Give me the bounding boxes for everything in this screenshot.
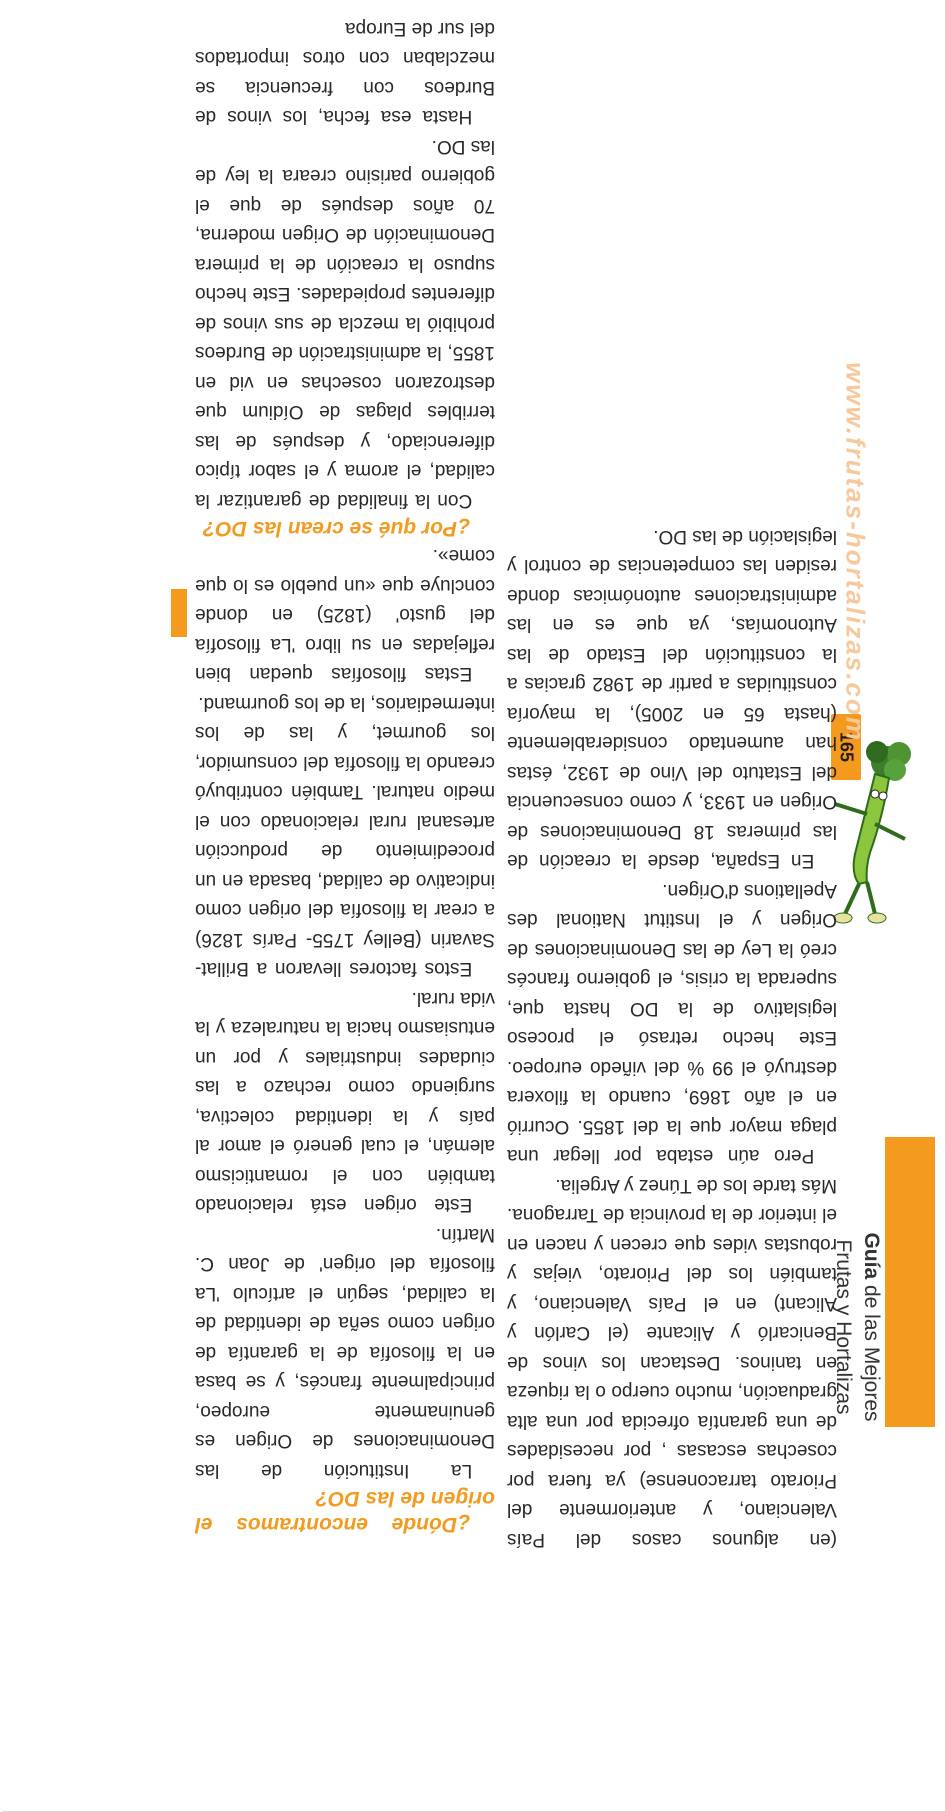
guide-title-rest: de las Mejores <box>860 1279 883 1422</box>
accent-bar <box>885 1137 935 1427</box>
paragraph: En España, desde la creación de las primeras 18 Denominaciones de Origen en 1933, y como consecuencia del Estatuto del Vino de 1932, éstas han aumentado considerablemente (hasta 65 en 2005), la mayoría constituidas a partir de 1982 gracias a la constitución del Estado de las Autonomías, ya que es en las administraciones autonómicas donde residen las competencias de control y legislación de las DO. <box>507 526 837 872</box>
paragraph: Estos factores llevaron a Brillat-Savarin (Belley 1755- París 1826) a crear la filosofía del origen como indicativo de calidad, basada en un procedimiento de producción artesanal rural relacionado con el medio natural. También contribuyó creando la filosofía del consumidor, los gourmet, y las de los intermediarios, la de los gourmand. <box>195 693 495 980</box>
paragraph: Estas filosofías quedan bien reflejadas en su libro 'La filosofía del gusto' (1825) en donde concluye que «un pueblo es lo que come». <box>195 545 495 685</box>
paragraph: Hasta esa fecha, los vinos de Burdeos con frecuencia se mezclaban con otros importados del sur de Europa <box>195 18 495 128</box>
page-number: 165 <box>836 731 857 763</box>
guide-title-line2: Frutas y Hortalizas <box>832 1239 855 1415</box>
website-url-block <box>835 322 875 782</box>
paragraph: (en algunos casos del País Valenciano, y anteriormente del Priorato tarraconense) ya fuera por cosechas escasas , por necesidades de una garantía ofrecida por una alta graduación, mucho cuerpo o la riqueza en taninos. Destacan los vinos de Benicarló y Alicante (el Carlón y Alicant) en el País Valenciano, y también los del Priorato, viejas y robustas vides que crecen y nacen en el interior de la provincia de Tarragona. Más tarde los de Túnez y Argelia. <box>507 1175 837 1550</box>
section-heading-why: ¿Por qué se crean las DO? <box>202 517 470 540</box>
paragraph: La Institución de las Denominaciones de Origen es genuinamente europeo, principalmente francés, y se basa en la filosofía de la garantía de origen como seña de identidad de la calidad, según el artículo 'La filosofía del origen' de Joan C. Martín. <box>195 1224 495 1481</box>
paragraph: Este origen está relacionado también con el romanticismo alemán, el cual generó el amor al país y la identidad colectiva, surgiendo como rechazo a las ciudades industriales y por un entusiasmo hacia la naturaleza y la vida rural. <box>195 988 495 1216</box>
guide-title <box>829 1232 885 1421</box>
section-heading-origin: ¿Dónde encontramos el origen de las DO? <box>195 1487 495 1536</box>
section-marker <box>171 589 187 637</box>
paragraph: Con la finalidad de garantizar la calidad, el aroma y el sabor típico diferenciado, y después de las terribles plagas de Oídium que destrozaron cosechas en vid en 1855, la administración de Burdeos prohibió la mezcla de sus vinos de diferentes propiedades. Este hecho supuso la creación de la primera Denominación de Origen moderna, 70 años después de que el gobierno parisino creara la ley de las DO. <box>195 136 495 511</box>
text-column-right <box>507 522 837 1555</box>
website-url: www.frutas-hortalizas.com <box>840 362 871 742</box>
paragraph: Pero aún estaba por llegar una plaga mayor que la del 1855. Ocurrió en el año 1869, cuando la filoxera destruyó el 99 % del viñedo europeo. Este hecho retrasó el proceso legislativo de la DO hasta que, superada la crisis, el gobierno francés creó la Ley de las Denominaciones de Origen y el Institut National des Apellations d'Origen. <box>507 880 837 1167</box>
text-column-left <box>195 14 495 1538</box>
guide-title-bold: Guía <box>860 1232 883 1280</box>
